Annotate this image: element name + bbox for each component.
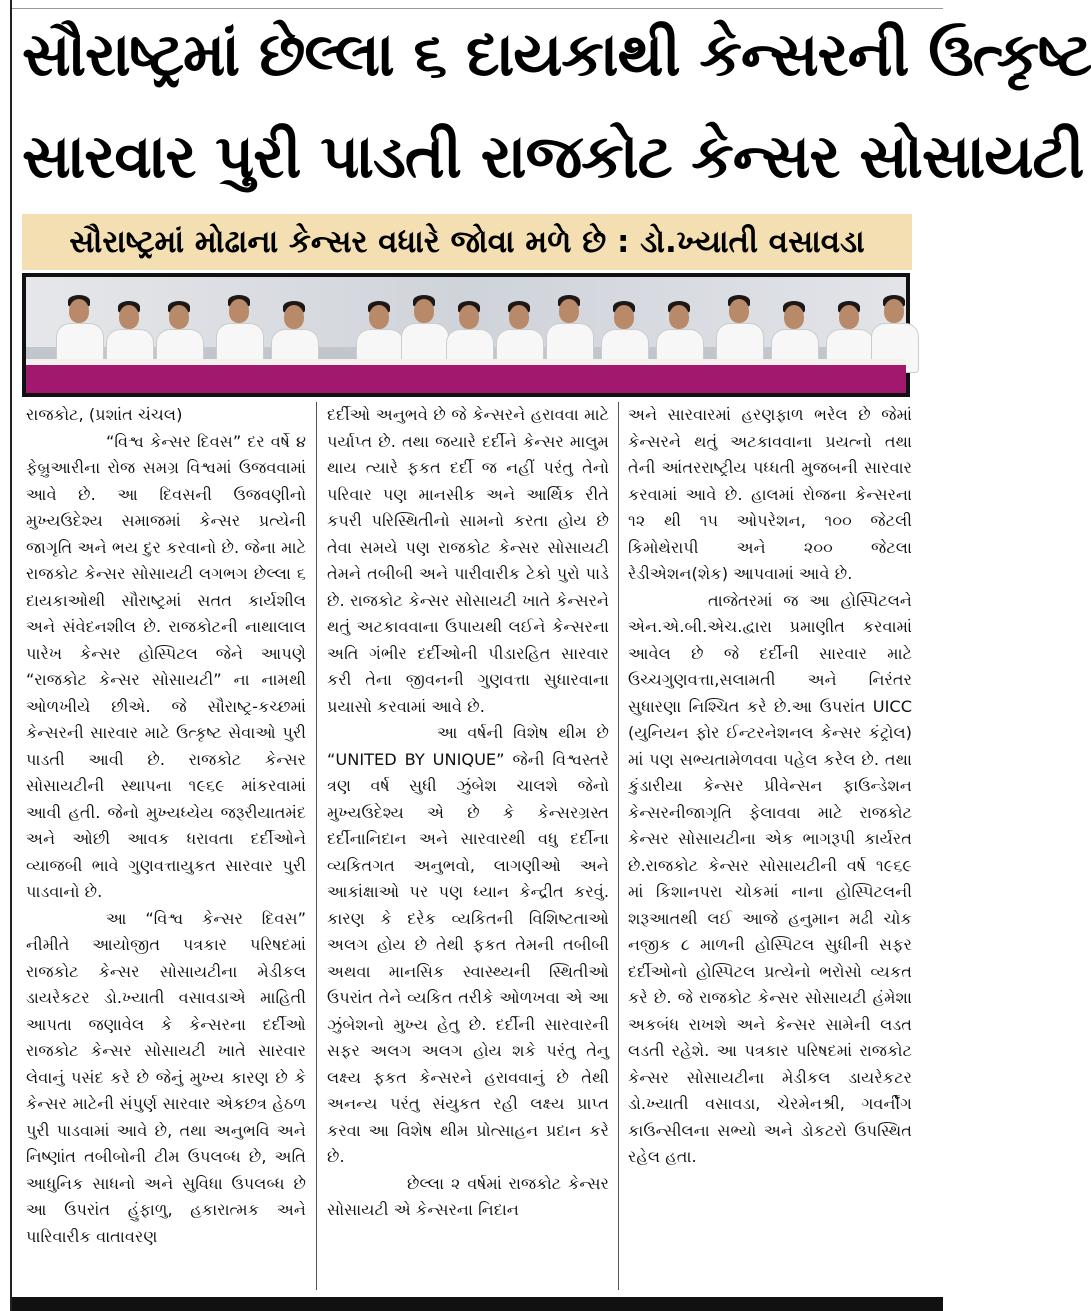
column-divider-1 xyxy=(316,402,317,1290)
article-column-2 xyxy=(327,402,609,1224)
article-column-3 xyxy=(628,402,912,1171)
subheadline: સૌરાષ્ટ્રમાં મોઢાના કેન્સર વધારે જોવા મળે છે : ડો.ખ્યાતી વસાવડા xyxy=(22,214,912,270)
page-left-margin xyxy=(0,0,10,1311)
paragraph: દર્દીઓ અનુભવે છે જે કેન્સરને હરાવવા માટે પર્યાપ્ત છે. તથા જયારે દર્દીને કેન્સર માલુમ થાય ત્યારે ફકત દર્દી જ નહીં પરંતુ તેનો પરિવાર પણ માનસીક અને આર્થિક રીતે કપરી પરિસ્થિતીનો સામનો કરતા હોય છે તેવા સમયે પણ રાજકોટ કેન્સર સોસાયટી તેમને તબીબી અને પારીવારીક ટેકો પુરો પાડે છે. રાજકોટ કેન્સર સોસાયટી ખાતે કેન્સરને થતું અટકાવવાના ઉપાયથી લઈને કેન્સરના અતિ ગંભીર દર્દીઓની પીડારહિત સારવાર કરી તેના જીવનની ગુણવત્તા સુધારવાના પ્રયાસો કરવામાં આવે છે. xyxy=(327,405,610,716)
byline: રાજકોટ, (પ્રશાંત ચંચલ) xyxy=(26,405,183,424)
paragraph: આ “વિશ્વ કેન્સર દિવસ” નીમીતે આયોજીત પત્રકાર પરિષદમાં રાજકોટ કેન્સર સોસાયટીના મેડીકલ ડાયરેકટર ડો.ખ્યાતી વસાવડાએ માહિતી આપતા જણાવેલ કે કેન્સરના દર્દીઓ રાજકોટ કેન્સર સોસાયટી ખાતે સારવાર લેવાનું પસંદ કરે છે જેનું મુખ્ય કારણ છે કે કેન્સર માટેની સંપુર્ણ સારવાર એકછત્ર હેઠળ પુરી પાડવામાં આવે છે, તથા અનુભવિ અને નિષ્ણાંત તબીબોની ટીમ ઉપલબ્ધ છે, અતિ આધુનિક સાધનો અને સુવિધા ઉપલબ્ધ છે આ ઉપરાંત હુંફાળુ, હકારાત્મક અને પારિવારીક વાતાવરણ xyxy=(26,908,306,1246)
paragraph: “વિશ્વ કેન્સર દિવસ” દર વર્ષે ૪ ફેબ્રુઆરીના રોજ સમગ્ર વિશ્વમાં ઉજવવામાં આવે છે. આ દિવસની ઉજવણીનો મુખ્યઉદેશ્ય સમાજમાં કેન્સર પ્રત્યેની જાગૃતિ અને ભય દુર કરવાનો છે. જેના માટે રાજકોટ કેન્સર સોસાયટી લગભગ છેલ્લા ૬ દાયકાઓથી સૌરાષ્ટ્રમાં સતત કાર્યશીલ અને સંવેદનશીલ છે. રાજકોટની નાથાલાલ પારેખ કેન્સર હોસ્પિટલ જેને આપણે “રાજકોટ કેન્સર સોસાયટી” ના નામથી ઓળખીયે છીએ. જે સૌરાષ્ટ્ર-કચ્છમાં કેન્સરની સારવાર માટે ઉત્કૃષ્ટ સેવાઓ પુરી પાડતી આવી છે. રાજકોટ કેન્સર સોસાયટીની સ્થાપના ૧૯૬૯ માંકરવામાં આવી હતી. જેનો મુખ્યધ્યેય જરૂરીયાતમંદ અને ઓછી આવક ધરાવતા દર્દીઓને વ્યાજબી ભાવે ગુણવત્તાયુકત સારવાર પુરી પાડવાનો છે. xyxy=(26,431,306,901)
headline-line-2: સારવાર પુરી પાડતી રાજકોટ કેન્સર સોસાયટી xyxy=(22,122,1084,192)
bottom-strip xyxy=(12,1297,943,1311)
press-conference-photo xyxy=(22,273,910,397)
photo-table-cloth xyxy=(26,365,906,393)
headline-line-1: સૌરાષ્ટ્રમાં છેલ્લા ૬ દાયકાથી કેન્સરની ઉત્કૃષ્ટ xyxy=(22,20,1091,90)
page-fold-line xyxy=(10,0,12,1311)
column-divider-2 xyxy=(618,402,619,1290)
top-strip xyxy=(12,0,943,9)
paragraph: તાજેતરમાં જ આ હોસ્પિટલને એન.એ.બી.એચ.દ્વારા પ્રમાણીત કરવામાં આવેલ છે જે દર્દીની સારવાર માટે ઉચ્ચગુણવત્તા,સલામતી અને નિરંતર સુધારણા નિશ્ચિત કરે છે.આ ઉપરાંત UICC (યુનિયન ફોર ઈન્ટરનેશનલ કેન્સર કંટ્રોલ) માં પણ સભ્યતામેળવવા પહેલ કરેલ છે. તથા કુંડારીયા કેન્સર પ્રીવેન્સન ફાઉન્ડેશન કેન્સરનીજાગૃતિ ફેલાવવા માટે રાજકોટ કેન્સર સોસાયટીના એક ભાગરૂપી કાર્યરત છે.રાજકોટ કેન્સર સોસાયટીની વર્ષ ૧૯૬૯ માં કિશાનપરા ચોકમાં નાના હોસ્પિટલની શરૂઆતથી લઈ આજે હનુમાન મઢી ચોક નજીક ૮ માળની હોસ્પિટલ સુધીની સફર દર્દીઓનો હોસ્પિટલ પ્રત્યેનો ભરોસો વ્યકત કરે છે. જે રાજકોટ કેન્સર સોસાયટી હંમેશા અકબંધ રાખશે અને કેન્સર સામેની લડત લડતી રહેશે. આ પત્રકાર પરિષદમાં રાજકોટ કેન્સર સોસાયટીના મેડીકલ ડાયરેકટર ડો.ખ્યાતી વસાવડા, ચેરમેનશ્રી, ગવર્નીંગ કાઉન્સીલના સભ્યો અને ડોકટરો ઉપસ્થિત રહેલ હતા. xyxy=(628,590,912,1166)
article-column-1 xyxy=(26,402,306,1250)
paragraph: છેલ્લા ૨ વર્ષમાં રાજકોટ કેન્સર સોસાયટી એ કેન્સરના નિદાન xyxy=(327,1173,609,1219)
photo-scene xyxy=(26,277,906,393)
paragraph: અને સારવારમાં હરણફાળ ભરેલ છે જેમાં કેન્સરને થતું અટકાવવાના પ્રયત્નો તથા તેની આંતરરાષ્ટ્રીય પધ્ધતી મુજબની સારવાર કરવામાં આવે છે. હાલમાં રોજના કેન્સરના ૧૨ થી ૧૫ ઓપરેશન, ૧૦૦ જેટલી કિમોથેરાપી અને ૨૦૦ જેટલા રેડીએશન(શેક) આપવામાં આવે છે. xyxy=(628,405,912,583)
paragraph: આ વર્ષની વિશેષ થીમ છે “UNITED BY UNIQUE” જેની વિશ્વસ્તરે ત્રણ વર્ષ સુધી ઝુંબેશ ચાલશે જેનો મુખ્યઉદેશ્ય એ છે કે કેન્સરગ્રસ્ત દર્દીનાનિદાન અને સારવારથી વધુ દર્દીના વ્યકિતગત અનુભવો, લાગણીઓ અને આકાંક્ષાઓ પર પણ ધ્યાન કેન્દ્રીત કરવું. કારણ કે દરેક વ્યકિતની વિશિષ્ટતાઓ અલગ હોય છે તેથી ફકત તેમની તબીબી અથવા માનસિક સ્વાસ્થ્યની સ્થિતીઓ ઉપરાંત તેને વ્યકિત તરીકે ઓળખવા એ આ ઝુંબેશનો મુખ્ય હેતુ છે. દર્દીની સારવારની સફર અલગ અલગ હોય શકે પરંતુ તેનુ લક્ષ્ય ફકત કેન્સરને હરાવવાનું છે તેથી અનન્ય પરંતુ સંયુકત રહી લક્ષ્ય પ્રાપ્ત કરવા આ વિશેષ થીમ પ્રોત્સાહન પ્રદાન કરે છે. xyxy=(327,723,609,1166)
